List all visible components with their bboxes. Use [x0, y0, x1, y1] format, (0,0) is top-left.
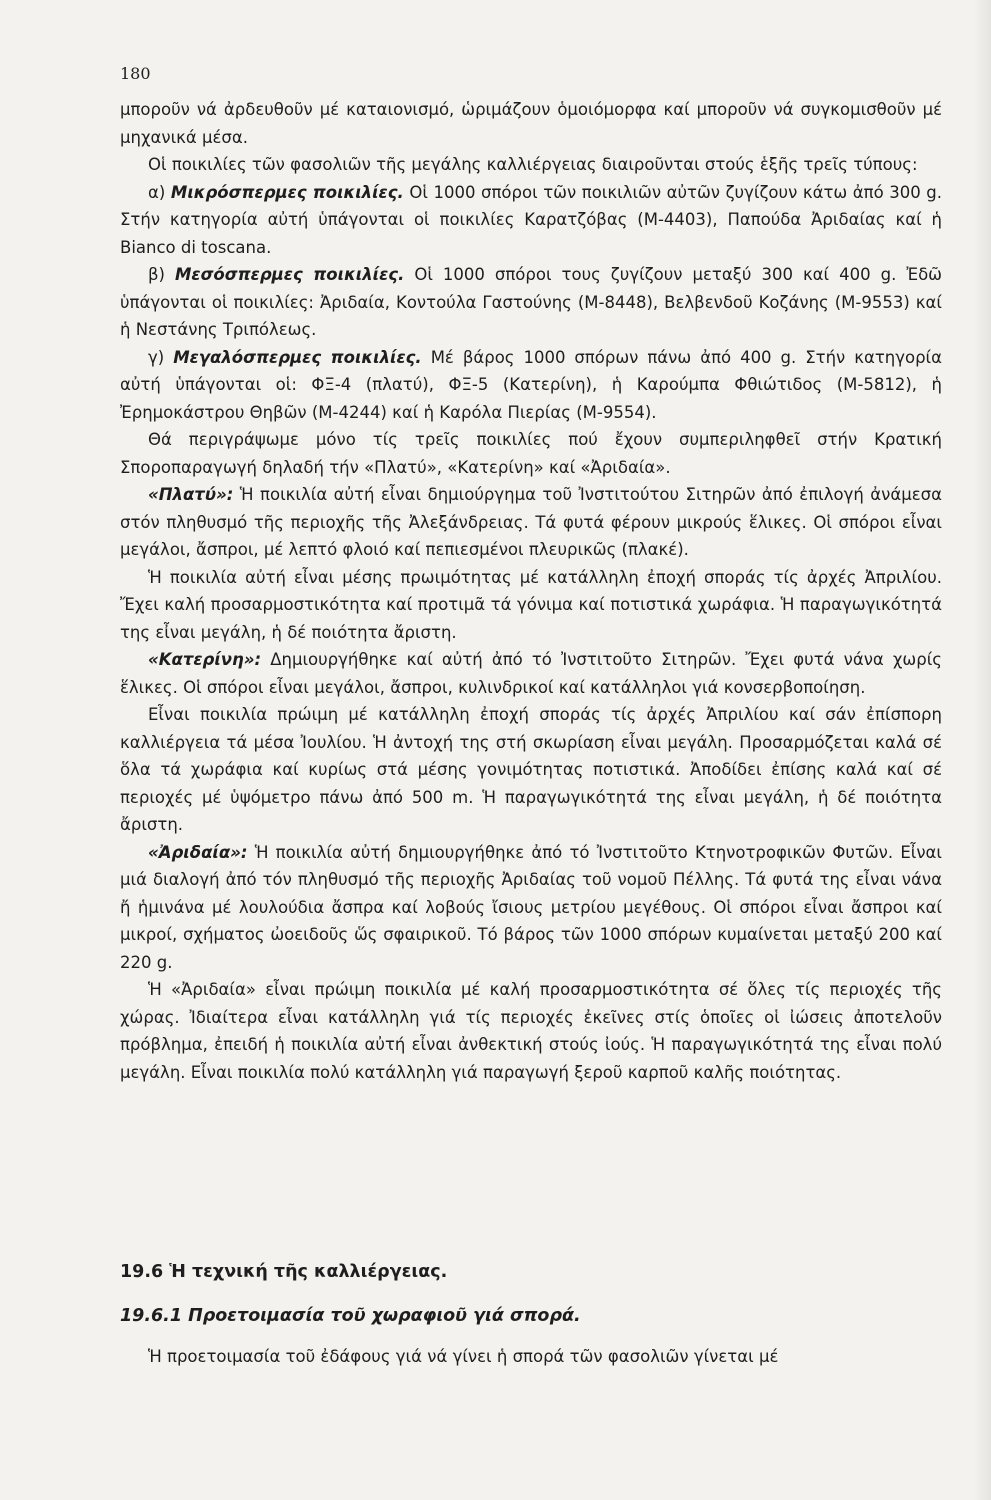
paragraph-aridaia-details: Ἡ «Ἀριδαία» εἶναι πρώιμη ποικιλία μέ καλή προσαρμοστικότητα σέ ὅλες τίς περιοχές τῆς χώρας. Ἰδιαίτερα εἶναι κατάλληλη γιά τίς περιοχές ἐκεῖνες στίς ὁποῖες οἱ ἰώσεις ἀποτελοῦν πρόβλημα, ἐπειδή ἡ ποικιλία αὐτή εἶναι ἀνθεκτική στούς ἰούς. Ἡ παραγωγικότητά της εἶναι πολύ μεγάλη. Εἶναι ποικιλία πολύ κατάλληλη γιά παραγωγή ξεροῦ καρποῦ καλῆς ποιότητας.	[120, 980, 942, 1082]
paragraph-katerini	[120, 646, 942, 701]
paragraph-medium-seeded	[120, 261, 942, 344]
term-medium-seeded: Μεσόσπερμες ποικιλίες.	[174, 265, 405, 284]
paragraph-text: Οἱ 1000 σπόροι τους ζυγίζουν μεταξύ 300 καί 400 g. Ἐδῶ ὑπάγονται οἱ ποικιλίες: Ἀριδαία, Κοντούλα Γαστούνης (Μ-8448), Βελβενδοῦ Κοζάνης (Μ-9553) καί ἡ Νεστάνης Τριπόλεως.	[120, 265, 942, 339]
paragraph-text: Ἡ ποικιλία αὐτή εἶναι δημιούργημα τοῦ Ἰνστιτούτου Σιτηρῶν ἀπό ἐπιλογή ἀνάμεσα στόν πληθυσμό τῆς περιοχῆς τῆς Ἀλεξάνδρειας. Τά φυτά φέρουν μικρούς ἕλικες. Οἱ σπόροι εἶναι μεγάλοι, ἄσπροι, μέ λεπτό φλοιό καί πεπιεσμένοι πλευρικῶς (πλακέ).	[120, 485, 942, 559]
list-label: β)	[148, 265, 165, 284]
term-small-seeded: Μικρόσπερμες ποικιλίες.	[170, 182, 404, 202]
subsection-heading: 19.6.1 Προετοιμασία τοῦ χωραφιοῦ γιά σπορά.	[120, 1306, 581, 1326]
list-label: α)	[148, 182, 166, 202]
paragraph-small-seeded	[120, 179, 942, 262]
page-number: 180	[120, 64, 151, 83]
term-katerini: «Κατερίνη»:	[148, 650, 262, 669]
paragraph-three-varieties: Θά περιγράψωμε μόνο τίς τρεῖς ποικιλίες πού ἔχουν συμπεριληφθεῖ στήν Κρατική Σποροπαραγωγή δηλαδή τήν «Πλατύ», «Κατερίνη» καί «Ἀριδαία».	[120, 430, 942, 477]
body-text	[120, 96, 942, 1086]
term-platy: «Πλατύ»:	[148, 485, 234, 504]
term-aridaia: «Ἀριδαία»:	[148, 842, 248, 862]
paragraph-text: Μέ βάρος 1000 σπόρων πάνω ἀπό 400 g. Στήν κατηγορία αὐτή ὑπάγονται οἱ: ΦΞ-4 (πλατύ), ΦΞ-5 (Κατερίνη), ἡ Καρούμπα Φθιώτιδος (Μ-5812), ἡ Ἐρημοκάστρου Θηβῶν (Μ-4244) καί ἡ Καρόλα Πιερίας (Μ-9554).	[120, 347, 943, 422]
paragraph-katerini-details: Εἶναι ποικιλία πρώιμη μέ κατάλληλη ἐποχή σποράς τίς ἀρχές Ἀπριλίου καί σάν ἐπίσπορη καλλιέργεια τά μέσα Ἰουλίου. Ἡ ἀντοχή της στή σκωρίαση εἶναι μεγάλη. Προσαρμόζεται καλά σέ ὅλα τά χωράφια καί κυρίως στά μέσης γονιμότητας ποτιστικά. Ἀποδίδει ἐπίσης καλά καί σέ περιοχές μέ ὑψόμετρο πάνω ἀπό 500 m. Ἡ παραγωγικότητά της εἶναι μεγάλη, ἡ δέ ποιότητα ἄριστη.	[120, 705, 942, 834]
page-edge-shadow	[973, 0, 991, 1500]
list-label: γ)	[148, 347, 165, 367]
paragraph-large-seeded	[120, 344, 942, 427]
paragraph-platy	[120, 481, 942, 564]
paragraph-types-intro: Οἱ ποικιλίες τῶν φασολιῶν τῆς μεγάλης καλλιέργειας διαιροῦνται στούς ἑξῆς τρεῖς τύπους:	[148, 155, 918, 174]
paragraph-text: Οἱ 1000 σπόροι τῶν ποικιλιῶν αὐτῶν ζυγίζουν κάτω ἀπό 300 g. Στήν κατηγορία αὐτή ὑπάγονται οἱ ποικιλίες Καρατζόβας (Μ-4403), Παπούδα Ἀριδαίας καί ἡ Bianco di toscana.	[120, 182, 943, 257]
paragraph-platy-details: Ἡ ποικιλία αὐτή εἶναι μέσης πρωιμότητας μέ κατάλληλη ἐποχή σποράς τίς ἀρχές Ἀπριλίου. Ἔχει καλή προσαρμοστικότητα καί προτιμᾶ τά γόνιμα καί ποτιστικά χωράφια. Ἡ παραγωγικότητά της εἶναι μεγάλη, ἡ δέ ποιότητα ἄριστη.	[120, 567, 942, 642]
paragraph-aridaia	[120, 839, 942, 977]
paragraph-text: Δημιουργήθηκε καί αὐτή ἀπό τό Ἰνστιτοῦτο Σιτηρῶν. Ἔχει φυτά νάνα χωρίς ἕλικες. Οἱ σπόροι εἶναι μεγάλοι, ἄσπροι, κυλινδρικοί καί κατάλληλοι γιά κονσερβοποίηση.	[120, 650, 942, 697]
paragraph-continuation: μποροῦν νά ἀρδευθοῦν μέ καταιονισμό, ὡριμάζουν ὁμοιόμορφα καί μποροῦν νά συγκομισθοῦν μέ μηχανικά μέσα.	[120, 100, 942, 147]
paragraph-soil-preparation: Ἡ προετοιμασία τοῦ ἐδάφους γιά νά γίνει ἡ σπορά τῶν φασολιῶν γίνεται μέ	[148, 1347, 779, 1366]
term-large-seeded: Μεγαλόσπερμες ποικιλίες.	[173, 347, 422, 367]
paragraph-text: Ἡ ποικιλία αὐτή δημιουργήθηκε ἀπό τό Ἰνστιτοῦτο Κτηνοτροφικῶν Φυτῶν. Εἶναι μιά διαλογή ἀπό τόν πληθυσμό τῆς περιοχῆς Ἀριδαίας τοῦ νομοῦ Πέλλης. Τά φυτά της εἶναι νάνα ἤ ἡμινάνα μέ λουλούδια ἄσπρα καί λοβούς ἴσιους μετρίου μεγέθους. Οἱ σπόροι εἶναι ἄσπροι καί μικροί, σχήματος ὠοειδοῦς ὥς σφαιρικοῦ. Τό βάρος τῶν 1000 σπόρων κυμαίνεται μεταξύ 200 καί 220 g.	[120, 842, 943, 972]
section-heading: 19.6 Ἡ τεχνική τῆς καλλιέργειας.	[120, 1262, 448, 1282]
